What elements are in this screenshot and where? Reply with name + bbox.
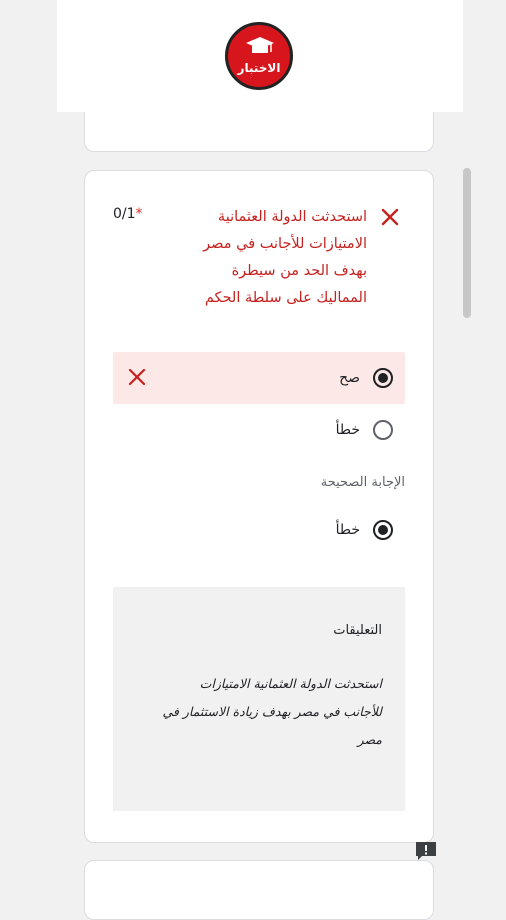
feedback-title: التعليقات — [333, 623, 382, 638]
score-value: 0/1 — [113, 206, 136, 222]
logo — [225, 22, 293, 90]
option-radio-true[interactable] — [373, 368, 393, 388]
logo-text: الاختبار — [237, 61, 281, 75]
option-radio-false[interactable] — [373, 420, 393, 440]
previous-card — [84, 112, 434, 152]
report-icon[interactable] — [414, 840, 438, 862]
graduation-cap-icon — [245, 35, 275, 57]
incorrect-icon — [378, 205, 402, 229]
scrollbar-thumb[interactable] — [463, 168, 471, 318]
correct-answer-heading: الإجابة الصحيحة — [320, 475, 405, 490]
selected-wrong-answer-highlight — [113, 352, 405, 404]
option-label-false: خطأ — [335, 422, 360, 438]
required-mark: * — [135, 206, 143, 222]
option-label-true: صح — [339, 370, 360, 386]
feedback-body: استحدثت الدولة العثمانية الامتيازات للأجانب في مصر بهدف زيادة الاستثمار في مصر — [162, 676, 382, 747]
question-score — [113, 206, 143, 222]
next-question-card — [84, 860, 434, 920]
wrong-answer-icon — [127, 367, 147, 387]
correct-answer-radio — [373, 520, 393, 540]
correct-answer-label: خطأ — [335, 522, 360, 538]
question-text: استحدثت الدولة العثمانية الامتيازات للأجانب في مصر بهدف الحد من سيطرة المماليك على سلطة الحكم — [203, 209, 367, 306]
